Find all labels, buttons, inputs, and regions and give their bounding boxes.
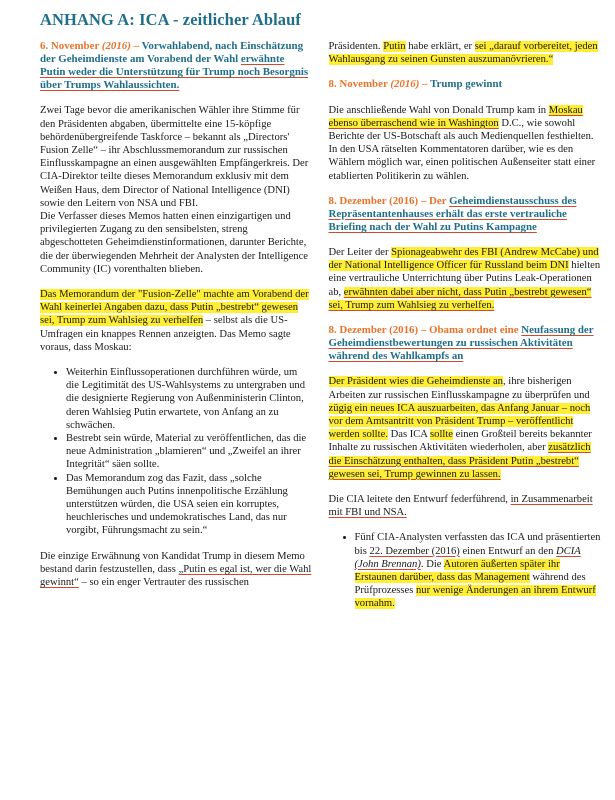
paragraph — [40, 288, 313, 354]
heading-sep: – — [130, 40, 142, 52]
text: Das ICA — [387, 429, 431, 441]
heading-date: 8. November — [328, 78, 391, 91]
highlighted-text: Putin — [383, 41, 406, 52]
highlighted-text: sollte — [430, 429, 453, 441]
left-column — [40, 40, 313, 623]
highlighted-text: zusätzlich die Einschätzung enthalten, dass Präsident Putin „bestrebt“ gewesen sei, Trump gewinnen zu lassen. — [328, 442, 591, 480]
text: Die anschließende Wahl von Donald Trump kam in — [328, 104, 549, 116]
highlighted-text: Spionageabwehr des FBI (Andrew McCabe) und der National Intelligence Officer für Russland beim DNI — [328, 247, 599, 272]
heading-underlined: Geheimdienstausschuss des Repräsentantenhauses erhält das erste vertrauliche Briefing nach der Wahl zu Putins Kampagne — [328, 194, 577, 233]
highlighted-text: Der Präsident wies die Geheimdienste an — [328, 376, 503, 388]
text: während des Prüfprozesses — [354, 571, 586, 597]
right-column — [329, 40, 602, 623]
text: Präsidenten. — [328, 41, 384, 52]
highlighted-text: nur wenige Änderungen an ihrem Entwurf vornahm. — [354, 585, 596, 610]
highlighted-text: Das Memorandum der "Fusion-Zelle" machte am Vorabend der Wahl keinerlei Angaben dazu, dass Putin „bestrebt“ gewesen sei, Trump zum Wahlsieg zu verhelfen — [40, 289, 309, 327]
paragraph: Zwei Tage bevor die amerikanischen Wähler ihre Stimme für den Präsidenten abgaben, übermittelte eine 15-köpfige behördenübergreifende Taskforce – bekannt als „Directors' Fusion Zelle“ – ihr Abschlussmemorandum zur russischen Einflusskampagne an einen ausgewählten Empfängerkreis. Der CIA-Direktor teilte dieses Memorandum exklusiv mit dem Weißen Haus, dem Director of National Intelligence (DNI) sowie den Leitern von NSA und FBI. — [40, 105, 309, 209]
text: – so ein enger Vertrauter des russischen — [78, 577, 249, 589]
text: habe erklärt, er — [405, 41, 475, 52]
heading-date: 6. November — [40, 40, 102, 52]
paragraph — [40, 550, 313, 590]
heading-sep: – — [419, 78, 431, 91]
heading-underlined: erwähnte Putin weder die Unterstützung für Trump noch Besorgnis über Trumps Wahlaussichten. — [40, 53, 309, 92]
section-heading-dec8-briefing — [329, 195, 602, 234]
text: hielten eine vertrauliche Unterrichtung über Putins Leak-Operationen ab, — [328, 260, 601, 298]
list-item — [355, 531, 602, 610]
highlighted-text: erwähnten dabei aber nicht, dass Putin „bestrebt gewesen“ sei, Trump zum Wahlsieg zu verhelfen. — [328, 286, 592, 311]
bullet-list — [40, 366, 313, 538]
text: , ihre bisherigen Arbeiten zur russischen Einflusskampagne zu überprüfen und — [328, 376, 590, 401]
section-heading-dec8-obama — [329, 324, 602, 363]
underlined-quote: „Putin es egal ist, wer die Wahl gewinnt“ — [40, 563, 312, 589]
heading-year: (2016) — [101, 40, 131, 52]
underlined-date: 22. Dezember (2016) — [369, 545, 460, 557]
section-heading-nov8 — [329, 78, 602, 91]
heading-underlined: Neufassung der Geheimdienstbewertungen zu russischen Aktivitäten während des Wahlkampfs an — [328, 324, 594, 363]
heading-text: Obama ordnet eine — [429, 324, 522, 337]
heading-year: (2016) — [390, 78, 420, 91]
heading-text: Der — [429, 194, 450, 207]
underlined-name: DCIA (John Brennan) — [354, 545, 581, 570]
heading-sep: – — [418, 324, 430, 337]
text: einen Großteil bereits bekannter Inhalte zu russischen Aktivitäten wiederholen, aber — [328, 429, 592, 454]
paragraph — [329, 104, 602, 183]
list-item: • Weiterhin Einflussoperationen durchführen würde, um die Legitimität des US-Wahlsystems zu untergraben und die designierte Regierung von Außenministerin Clinton, deren Wahlsieg Putin erwartete, von Anfang an zu schwächen. — [66, 366, 313, 432]
text: Der Leiter der — [328, 247, 392, 258]
text: Die einzige Erwähnung von Kandidat Trump in diesem Memo bestand darin festzustellen, dass — [40, 550, 305, 575]
paragraph — [329, 375, 602, 481]
list-item: • Das Memorandum zog das Fazit, dass „solche Bemühungen auch Putins innenpolitische Erzählung unterstützen würden, die USA seien ein korruptes, heuchlerisches und undemokratisches Land, das nur vorgibt, Führungsmacht zu sein.“ — [66, 472, 313, 538]
list-item: • Bestrebt sein würde, Material zu veröffentlichen, das die neue Administration „blamieren“ und „Zweifel an ihrer Integrität“ säen sollte. — [66, 432, 313, 472]
text: einen Entwurf an den — [459, 545, 557, 557]
section-heading-nov6 — [40, 40, 313, 92]
heading-text: Trump gewinnt — [430, 78, 503, 91]
heading-date: 8. Dezember (2016) — [328, 194, 419, 207]
paragraph — [329, 40, 602, 66]
text: D.C., wie sowohl Berichte der US-Botschaft als auch Medienquellen festhielten. In den USA rätselten Kommentatoren darüber, wie es den Wählern möglich war, einen politischen Außenseiter statt einer etablierten Politikerin zu wählen. — [328, 117, 596, 182]
heading-text: Vorwahlabend, nach Einschätzung der Geheimdienste am Vorabend der Wahl — [40, 40, 304, 66]
highlighted-text: Autoren äußerten später ihr Erstaunen darüber, dass das Management — [354, 558, 560, 583]
highlighted-text: sei „darauf vorbereitet, jeden Wahlausgang zu seinen Gunsten auszumanövrieren.“ — [328, 41, 598, 66]
text: . Die — [420, 558, 444, 570]
highlighted-text: zügig ein neues ICA auszuarbeiten, das Anfang Januar – noch vor dem Amtsantritt von Präsident Trump – veröffentlicht werden sollte. — [328, 402, 591, 441]
heading-date: 8. Dezember (2016) — [328, 324, 419, 337]
page-title: ANHANG A: ICA - zeitlicher Ablauf — [40, 10, 302, 29]
heading-sep: – — [418, 194, 430, 207]
text: – selbst als die US-Umfragen ein knappes Rennen anzeigten. Das Memo sagte voraus, dass Moskau: — [40, 315, 291, 353]
text: Fünf CIA-Analysten verfassten das ICA und präsentierten bis — [354, 532, 601, 557]
paragraph — [329, 246, 602, 312]
text: Die CIA leitete den Entwurf federführend, — [328, 493, 511, 505]
underlined-text: in Zusammenarbeit mit FBI und NSA. — [328, 493, 593, 519]
paragraph — [329, 493, 602, 519]
highlighted-text: Moskau ebenso überraschend wie in Washington — [328, 104, 583, 129]
bullet-list — [329, 531, 602, 610]
paragraph: Die Verfasser dieses Memos hatten einen einzigartigen und privilegierten Zugang zu den sensibelsten, streng abgeschotteten Geheimdienstinformationen, darunter Berichte, die der überwiegenden Mehrheit der Analysten der Intelligence Community (IC) vorenthalten blieben. — [40, 211, 308, 275]
